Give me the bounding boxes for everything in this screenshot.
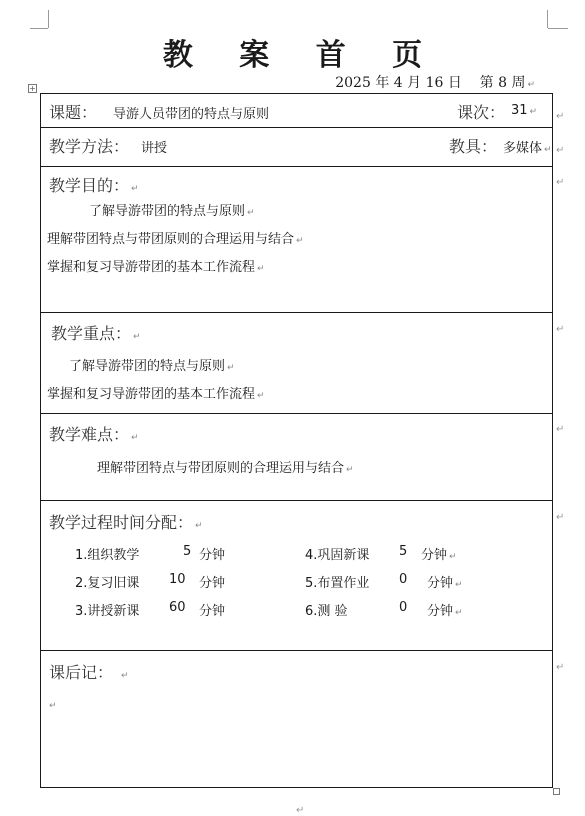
session-value[interactable]: 31 ↵: [511, 103, 538, 118]
crop-mark-top-left-v: [48, 10, 49, 28]
time-item-minutes[interactable]: 0: [399, 572, 408, 587]
key-points-heading: 教学重点： ↵: [51, 324, 141, 343]
time-item-minutes[interactable]: 10: [169, 572, 186, 587]
topic-label: 课题：: [49, 103, 98, 122]
crop-mark-top-right-v: [547, 10, 548, 28]
date-week-line: [335, 72, 535, 92]
notes-empty-paragraph[interactable]: ↵: [49, 701, 57, 711]
row-notes: [41, 651, 552, 787]
table-move-handle-icon[interactable]: +: [29, 84, 36, 93]
row-time-allocation: [41, 501, 552, 651]
time-item-name: 3.讲授新课: [75, 604, 140, 619]
row-end-mark: ↵: [556, 512, 565, 523]
paragraph-mark: ↵: [527, 80, 535, 90]
tools-value[interactable]: 多媒体 ↵: [503, 141, 552, 156]
row-end-mark: ↵: [556, 111, 565, 122]
topic-value[interactable]: 导游人员带团的特点与原则: [113, 107, 270, 122]
table-resize-handle-icon[interactable]: [553, 788, 560, 795]
row-topic: [41, 94, 552, 128]
row-objectives: [41, 167, 552, 313]
tools-label: 教具：: [449, 137, 498, 156]
date-week-text: 2025 年 4 月 16 日 第 8 周: [335, 75, 526, 91]
row-difficulties: [41, 414, 552, 501]
objective-item[interactable]: 了解导游带团的特点与原则 ↵: [89, 204, 255, 219]
objective-item[interactable]: 掌握和复习导游带团的基本工作流程 ↵: [47, 260, 265, 275]
difficulties-heading: 教学难点： ↵: [49, 425, 139, 444]
time-item-name: 5.布置作业: [305, 576, 370, 591]
row-method: [41, 128, 552, 167]
time-item-name: 1.组织教学: [75, 548, 140, 563]
crop-mark-top-right: [548, 28, 568, 29]
row-end-mark: ↵: [556, 324, 565, 335]
session-label: 课次：: [457, 103, 506, 122]
time-item-unit: 分钟 ↵: [427, 576, 463, 591]
time-item-minutes[interactable]: 0: [399, 600, 408, 615]
row-key-points: [41, 313, 552, 414]
objectives-heading: 教学目的： ↵: [49, 176, 139, 195]
time-item-name: 2.复习旧课: [75, 576, 140, 591]
objective-item[interactable]: 理解带团特点与带团原则的合理运用与结合 ↵: [47, 232, 304, 247]
time-item-unit: 分钟 ↵: [421, 548, 457, 563]
method-value[interactable]: 讲授: [141, 141, 168, 156]
crop-mark-top-left: [30, 28, 48, 29]
time-item-minutes[interactable]: 60: [169, 600, 186, 615]
time-allocation-heading: 教学过程时间分配： ↵: [49, 513, 203, 532]
row-end-mark: ↵: [556, 177, 565, 188]
document-end-paragraph-mark: ↵: [296, 805, 305, 816]
time-item-minutes[interactable]: 5: [183, 544, 192, 559]
key-point-item[interactable]: 了解导游带团的特点与原则 ↵: [69, 359, 235, 374]
time-item-unit: 分钟 ↵: [427, 604, 463, 619]
time-item-name: 4.巩固新课: [305, 548, 370, 563]
row-end-mark: ↵: [556, 145, 565, 156]
lesson-plan-table: [40, 93, 553, 788]
method-label: 教学方法：: [49, 137, 130, 156]
row-end-mark: ↵: [556, 662, 565, 673]
key-point-item[interactable]: 掌握和复习导游带团的基本工作流程 ↵: [47, 387, 265, 402]
time-item-minutes[interactable]: 5: [399, 544, 408, 559]
notes-heading: 课后记： ↵: [49, 663, 129, 682]
time-item-name: 6.测 验: [305, 604, 348, 619]
time-item-unit: 分钟: [199, 548, 226, 563]
row-end-mark: ↵: [556, 424, 565, 435]
page-title: 教 案 首 页: [162, 38, 441, 73]
difficulty-item[interactable]: 理解带团特点与带团原则的合理运用与结合 ↵: [97, 461, 354, 476]
time-item-unit: 分钟: [199, 604, 226, 619]
time-item-unit: 分钟: [199, 576, 226, 591]
